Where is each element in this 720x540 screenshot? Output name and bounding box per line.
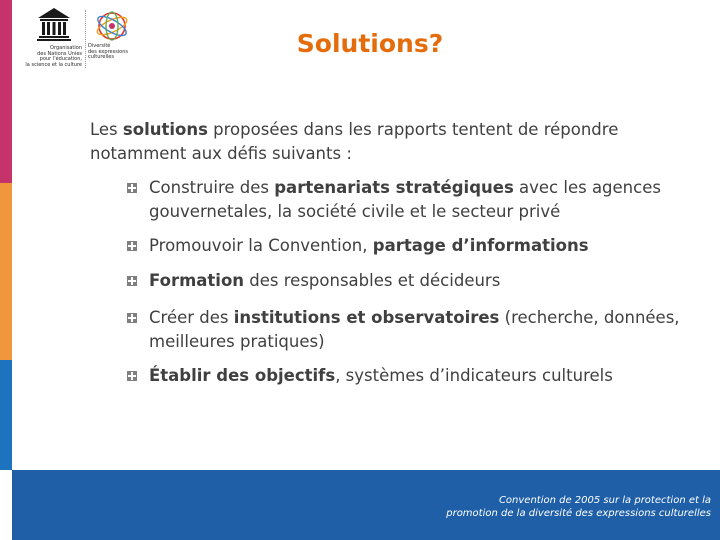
bullet-text-pre: Construire des xyxy=(149,178,275,197)
logo-divider xyxy=(85,10,86,68)
bullet-text-bold: partage d’informations xyxy=(372,236,589,255)
bullet-text-post: des responsables et décideurs xyxy=(244,271,501,290)
bullet-text-pre: Créer des xyxy=(149,308,234,327)
list-item xyxy=(127,364,687,388)
footer-caption xyxy=(371,494,711,520)
footer-line-2: promotion de la diversité des expressions culturelles xyxy=(446,508,711,519)
sidebar-stripe-blue xyxy=(0,360,12,470)
footer-line-1: Convention de 2005 sur la protection et la xyxy=(498,495,711,506)
bullet-text-post: , systèmes d’indicateurs culturels xyxy=(335,366,613,385)
slide-title: Solutions? xyxy=(296,29,444,58)
convention-caption: Diversité des expressions culturelles xyxy=(88,43,129,61)
square-cross-bullet-icon xyxy=(127,241,137,251)
bullet-text-bold: Formation xyxy=(149,271,245,290)
list-item xyxy=(127,234,687,258)
solutions-list xyxy=(127,176,687,388)
intro-paragraph xyxy=(90,118,650,166)
bullet-text-bold: institutions et observatoires xyxy=(233,308,500,327)
intro-text-pre: Les xyxy=(90,120,123,139)
intro-text-bold: solutions xyxy=(122,120,208,139)
bullet-text-bold: Établir des objectifs xyxy=(149,366,336,385)
sidebar-stripe-magenta xyxy=(0,0,12,183)
unesco-caption: Organisation des Nations Unies pour l'éducation, la science et la culture xyxy=(25,45,82,68)
diversity-emblem-icon xyxy=(90,8,134,44)
square-cross-bullet-icon xyxy=(127,371,137,381)
bullet-text-post: (recherche, données, meilleures pratiques) xyxy=(149,308,680,351)
unesco-temple-logo-icon xyxy=(36,6,72,42)
bullet-text-post: avec les agences gouvernetales, la société civile et le secteur privé xyxy=(149,178,661,221)
list-item xyxy=(127,269,687,293)
list-item xyxy=(127,306,687,354)
intro-text-post: proposées dans les rapports tentent de répondre notamment aux défis suivants : xyxy=(90,120,619,163)
square-cross-bullet-icon xyxy=(127,313,137,323)
square-cross-bullet-icon xyxy=(127,183,137,193)
bullet-text-bold: partenariats stratégiques xyxy=(274,178,514,197)
bullet-text-pre: Promouvoir la Convention, xyxy=(149,236,373,255)
list-item xyxy=(127,176,687,224)
header-logos xyxy=(22,6,142,68)
square-cross-bullet-icon xyxy=(127,276,137,286)
sidebar-stripe-orange xyxy=(0,183,12,360)
